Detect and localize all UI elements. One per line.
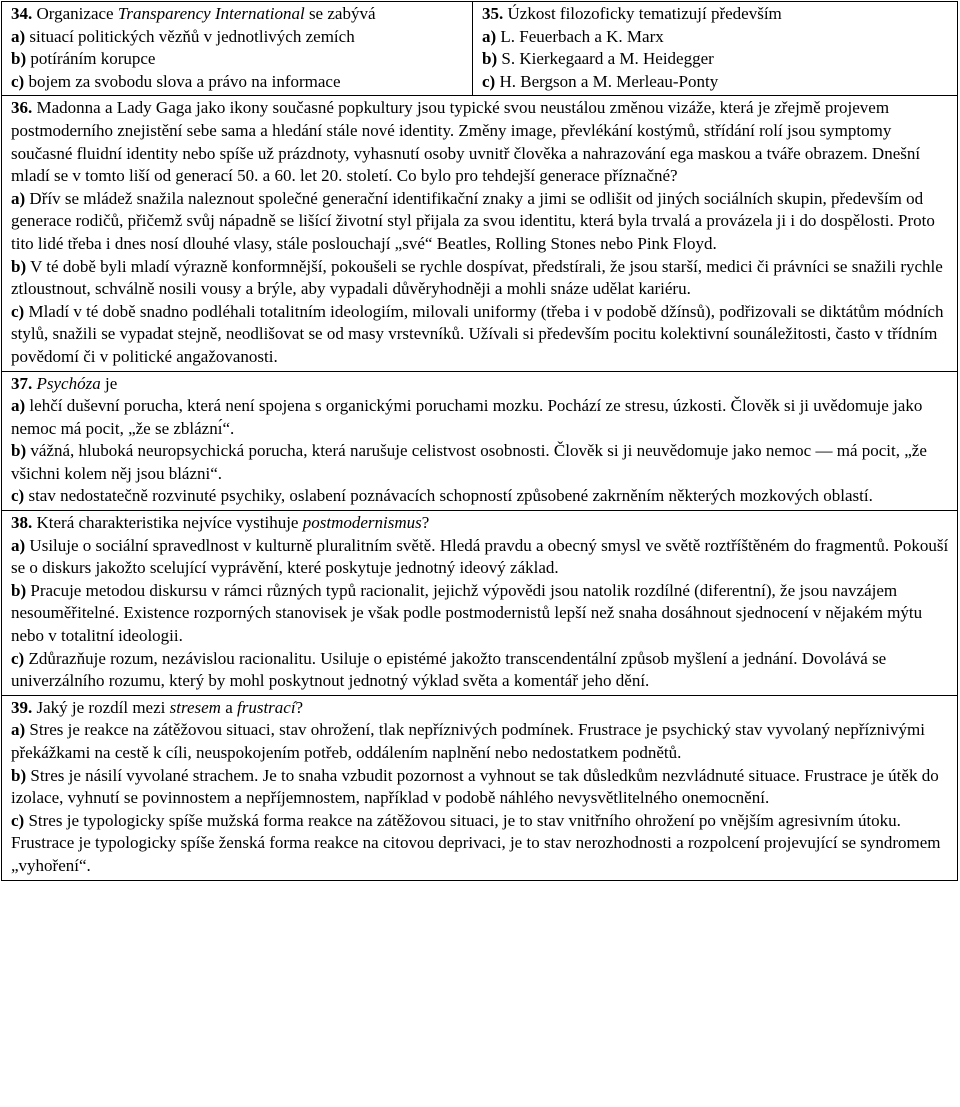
question-38-title [11, 512, 949, 535]
option-label: c) [11, 810, 25, 830]
question-text: Úzkost filozoficky tematizují především [507, 4, 782, 23]
option-c[interactable] [11, 648, 949, 693]
option-label: b) [11, 441, 27, 461]
question-term: Transparency International [117, 4, 305, 23]
option-b[interactable] [11, 48, 464, 71]
row-36 [2, 96, 958, 371]
exam-page [1, 1, 959, 1104]
option-a[interactable] [11, 395, 949, 440]
option-text: lehčí duševní porucha, která není spojena s organickými poruchami mozku. Pochází ze stresu, úzkosti. Člověk si ji uvědomuje jako nemoc má pocit, „že se zbláznı́“. [11, 396, 923, 438]
option-label: a) [11, 26, 26, 46]
option-text: potíráním korupce [30, 49, 156, 69]
option-label: a) [482, 26, 497, 46]
question-36-title [11, 97, 949, 187]
option-a[interactable] [11, 535, 949, 580]
question-34-title [11, 3, 464, 26]
option-a[interactable] [11, 719, 949, 764]
question-number: 34. [11, 4, 33, 23]
question-text: Jaký je rozdíl mezi [36, 697, 166, 717]
option-c[interactable] [11, 810, 949, 878]
question-text: Madonna a Lady Gaga jako ikony současné popkultury jsou typické svou neustálou změnou vizáže, která je zřejmě projevem postmoderního znejistění sebe sama a hledání stále nové identity. Změny image, převlékání kostýmů, střídání rolí jsou symptomy současné fluidní identity nebo spíše už prázdnoty, vyhasnutí osoby uvnitř člověka a nahrazování ega maskou a tváře obrazem. Dnešní mladí se v tomto liší od generací 50. a 60. let 20. století. Co bylo pro tehdejší generace příznačné? [11, 98, 921, 186]
question-35-cell [473, 2, 958, 96]
question-term: Psychóza [36, 373, 101, 393]
option-text: situací politických vězňů v jednotlivých zemích [29, 26, 355, 46]
question-table [1, 1, 958, 881]
option-b[interactable] [482, 48, 949, 71]
option-a[interactable] [482, 26, 949, 49]
question-37-title [11, 373, 949, 396]
row-34-35 [2, 2, 958, 96]
option-b[interactable] [11, 440, 949, 485]
question-text: a [225, 697, 233, 717]
option-text: stav nedostatečně rozvinuté psychiky, oslabení poznávacích schopností způsobené zakrněním některých mozkových oblastí. [28, 486, 873, 506]
option-c[interactable] [11, 301, 949, 369]
row-39 [2, 695, 958, 880]
row-38 [2, 511, 958, 696]
option-text: S. Kierkegaard a M. Heidegger [501, 49, 714, 69]
question-term: postmodernismus [302, 513, 422, 533]
option-text: Stres je násilí vyvolané strachem. Je to snaha vzbudit pozornost a vyhnout se tak důsledkům nezvládnuté situace. Frustrace je útěk do izolace, vyhnutí se povinnostem a nepříjemnostem, například v podobě náhlého nevysvětlitelného onemocnění. [11, 765, 939, 808]
option-text: Mladí v té době snadno podléhali totalitním ideologiím, milovali uniformy (třeba i v podobě džínsů), podřizovali se diktátům módních stylů, snažili se vypadat stejně, neodlišovat se od masy vrstevníků. Užívali si především pocitu kolektivní sounáležitosti, často v třídním povědomí či v politické angažovanosti. [11, 301, 944, 366]
question-term: frustrací [236, 697, 296, 717]
question-number: 38. [11, 513, 33, 533]
option-text: vážná, hluboká neuropsychická porucha, která narušuje celistvost osobnosti. Člověk si ji neuvědomuje jako nemoc — má pocit, „že všichni kolem něj jsou blázni“. [11, 441, 927, 483]
option-label: c) [482, 71, 496, 91]
option-text: Stres je typologicky spíše mužská forma reakce na zátěžovou situaci, je to stav vnitřního ohrožení po vnějším agresivním útoku. Frustrace je typologicky spíše ženská forma reakce na citovou deprivaci, je to stav nerozhodnosti a rozpolcení projevující se syndromem „vyhoření“. [11, 810, 941, 875]
option-label: b) [11, 49, 27, 69]
option-b[interactable] [11, 256, 949, 301]
option-label: a) [11, 396, 26, 416]
option-label: c) [11, 486, 25, 506]
option-c[interactable] [11, 485, 949, 508]
question-text: Organizace [36, 4, 114, 23]
option-label: b) [11, 580, 27, 600]
question-number: 36. [11, 98, 33, 118]
question-39-title [11, 697, 949, 720]
option-text: Usiluje o sociální spravedlnost v kulturně pluralitním světě. Hledá pravdu a obecný smysl ve světě roztříštěném do fragmentů. Pokouší se o diskurs jakožto scelující vyprávění, které poskytuje jednotný ideový základ. [11, 535, 949, 578]
option-label: c) [11, 71, 25, 91]
question-37-cell [2, 371, 958, 511]
question-text: ? [421, 513, 430, 533]
option-text: H. Bergson a M. Merleau-Ponty [499, 71, 719, 91]
question-text: se zabývá [308, 4, 376, 23]
option-label: a) [11, 720, 26, 740]
option-text: V té době byli mladí výrazně konformnější, pokoušeli se rychle dospívat, předstírali, že jsou starší, medici či právníci se snažili rychle ztloustnout, schválně nosili vousy a brýle, aby vypadali důvěryhodněji a mohli snáze udělat kariéru. [11, 256, 943, 299]
option-label: c) [11, 301, 25, 321]
question-36-cell [2, 96, 958, 371]
question-text: Která charakteristika nejvíce vystihuje [36, 513, 299, 533]
question-38-cell [2, 511, 958, 696]
option-label: b) [11, 765, 27, 785]
option-label: b) [482, 49, 498, 69]
question-number: 37. [11, 373, 33, 393]
option-a[interactable] [11, 26, 464, 49]
question-number: 39. [11, 697, 33, 717]
option-label: c) [11, 648, 25, 668]
question-number: 35. [482, 4, 504, 23]
option-text: bojem za svobodu slova a právo na informace [28, 71, 341, 91]
option-b[interactable] [11, 580, 949, 648]
option-text: Zdůrazňuje rozum, nezávislou racionalitu. Usiluje o epistémé jakožto transcendentální způsob myšlení a jednání. Dovolává se univerzálního rozumu, který by mohl poskytnout jednotný výklad světa a komentář jeho dění. [11, 648, 887, 691]
option-c[interactable] [482, 71, 949, 94]
question-text: ? [295, 697, 304, 717]
question-text: je [104, 373, 118, 393]
question-35-title [482, 3, 949, 26]
option-label: a) [11, 188, 26, 208]
option-a[interactable] [11, 188, 949, 256]
option-text: Dřív se mládež snažila naleznout společné generační identifikační znaky a jimi se odlišit od jiných sociálních skupin, především od generace rodičů, přičemž svůj nápadně se lišící životní styl přijala za svou identitu, která byla trvalá a provázela ji i do dospělosti. Proto tito lidé třeba i dnes nosí dlouhé vlasy, stále poslouchají „své“ Beatles, Rolling Stones nebo Pink Floyd. [11, 188, 935, 253]
option-b[interactable] [11, 765, 949, 810]
row-37 [2, 371, 958, 511]
option-label: a) [11, 535, 26, 555]
option-text: Pracuje metodou diskursu v rámci různých typů racionalit, jejichž výpovědi jsou natolik rozdílné (diferentní), že jsou navzájem nesouměřitelné. Existence rozporných stanovisek je však podle postmodernistů lepší než snaha dosáhnout sjednocení v nějakém mýtu nebo v totalitní ideologii. [11, 580, 923, 646]
question-34-cell [2, 2, 473, 96]
question-term: stresem [169, 697, 221, 717]
option-text: Stres je reakce na zátěžovou situaci, stav ohrožení, tlak nepříznivých podmínek. Frustrace je psychický stav vyvolaný nepříznivými překážkami na cestě k cíli, neuspokojením potřeb, oddálením naplnění nebo nedostatkem podnětů. [11, 720, 925, 762]
option-label: b) [11, 256, 27, 276]
question-39-cell [2, 695, 958, 880]
option-c[interactable] [11, 71, 464, 94]
option-text: L. Feuerbach a K. Marx [500, 26, 664, 46]
